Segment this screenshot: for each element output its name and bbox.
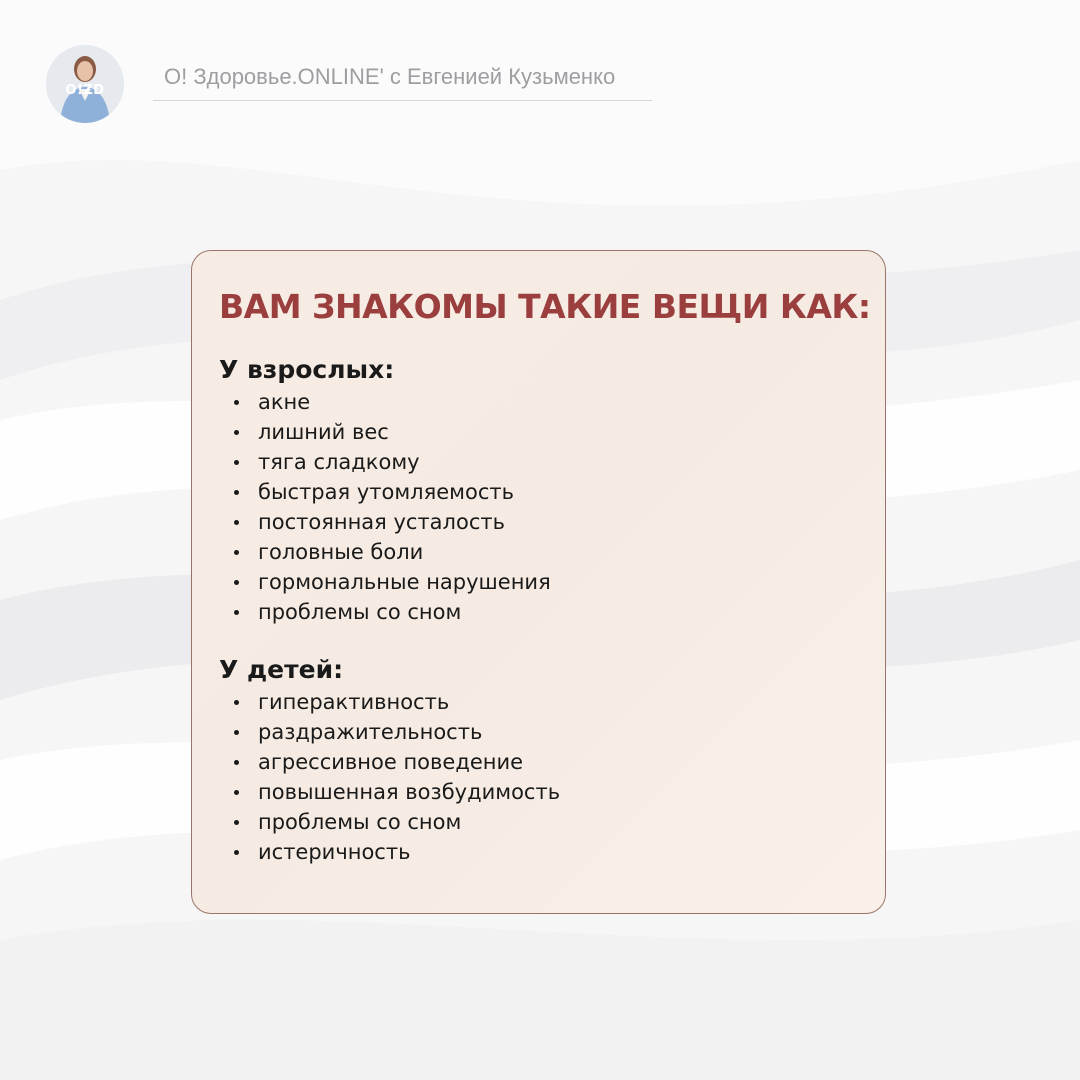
list-item: проблемы со сном bbox=[232, 807, 560, 837]
bullet-icon bbox=[234, 430, 239, 435]
list-item: гиперактивность bbox=[232, 687, 560, 717]
list-item: акне bbox=[232, 387, 551, 417]
bullet-icon bbox=[234, 520, 239, 525]
list-item: головные боли bbox=[232, 537, 551, 567]
list-item: быстрая утомляемость bbox=[232, 477, 551, 507]
avatar bbox=[46, 45, 124, 123]
bullet-icon bbox=[234, 760, 239, 765]
list-item: повышенная возбудимость bbox=[232, 777, 560, 807]
list-item: тяга сладкому bbox=[232, 447, 551, 477]
bullet-icon bbox=[234, 790, 239, 795]
bullet-icon bbox=[234, 610, 239, 615]
list-item: агрессивное поведение bbox=[232, 747, 560, 777]
card-title: ВАМ ЗНАКОМЫ ТАКИЕ ВЕЩИ КАК: bbox=[219, 287, 871, 326]
bullet-icon bbox=[234, 550, 239, 555]
bullet-icon bbox=[234, 580, 239, 585]
list-item: постоянная усталость bbox=[232, 507, 551, 537]
avatar-logo-text: O!ZD bbox=[65, 83, 105, 98]
adults-list bbox=[232, 387, 551, 627]
info-card bbox=[191, 250, 886, 914]
bullet-icon bbox=[234, 850, 239, 855]
list-item: раздражительность bbox=[232, 717, 560, 747]
bullet-icon bbox=[234, 700, 239, 705]
children-list bbox=[232, 687, 560, 867]
list-item: проблемы со сном bbox=[232, 597, 551, 627]
list-item: истеричность bbox=[232, 837, 560, 867]
adults-heading: У взрослых: bbox=[219, 355, 395, 384]
children-heading: У детей: bbox=[219, 655, 344, 684]
list-item: гормональные нарушения bbox=[232, 567, 551, 597]
bullet-icon bbox=[234, 400, 239, 405]
bullet-icon bbox=[234, 820, 239, 825]
bullet-icon bbox=[234, 490, 239, 495]
list-item: лишний вес bbox=[232, 417, 551, 447]
header-title: О! Здоровье.ONLINE' с Евгенией Кузьменко bbox=[164, 64, 616, 89]
bullet-icon bbox=[234, 460, 239, 465]
header-divider bbox=[153, 100, 652, 101]
bullet-icon bbox=[234, 730, 239, 735]
